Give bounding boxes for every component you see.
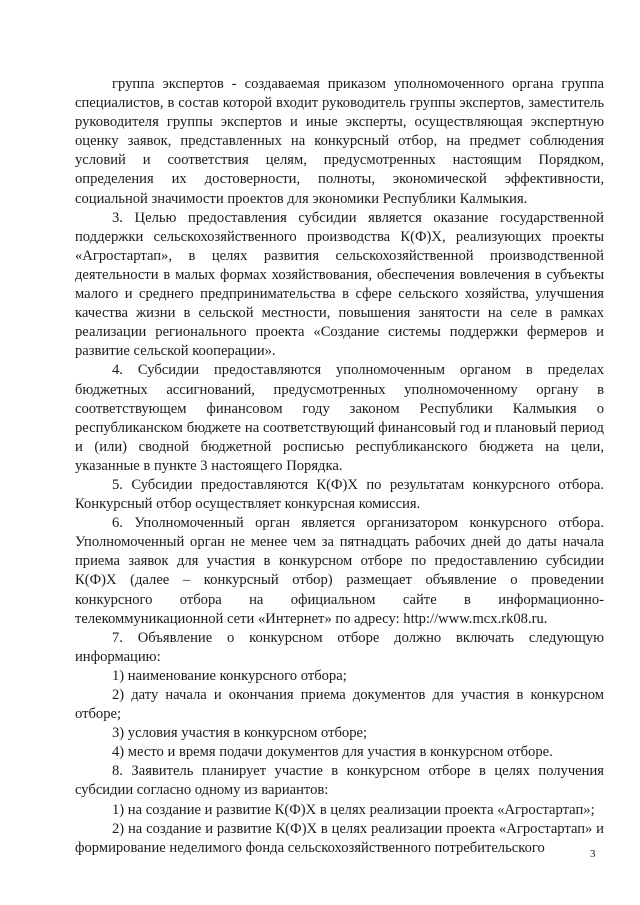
- paragraph-clause-3: 3. Целью предоставления субсидии является оказание государственной поддержки сельскохозяйственного производства К(Ф)Х, реализующих проекты «Агростартап», в целях развития сельскохозяйственной производственной деятельности в малых формах хозяйствования, обеспечения вовлечения в субъекты малого и среднего предпринимательства в сфере сельского хозяйства, улучшения качества жизни в сельской местности, повышения занятости на селе в рамках реализации регионального проекта «Создание системы поддержки фермеров и развитие сельской кооперации».: [75, 209, 604, 360]
- paragraph-clause-7: 7. Объявление о конкурсном отборе должно включать следующую информацию:: [75, 629, 604, 665]
- list-item-7-1: 1) наименование конкурсного отбора;: [112, 667, 347, 684]
- paragraph-clause-8: 8. Заявитель планирует участие в конкурсном отборе в целях получения субсидии согласно одному из вариантов:: [75, 763, 604, 799]
- list-item-8-2: 2) на создание и развитие К(Ф)Х в целях реализации проекта «Агростартап» и формирование неделимого фонда сельскохозяйственного потребительского: [75, 820, 604, 856]
- paragraph-clause-5: 5. Субсидии предоставляются К(Ф)Х по результатам конкурсного отбора. Конкурсный отбор осуществляет конкурсная комиссия.: [75, 476, 604, 513]
- list-item-7-3: 3) условия участия в конкурсном отборе;: [112, 725, 368, 742]
- list-item-8-1: 1) на создание и развитие К(Ф)Х в целях реализации проекта «Агростартап»;: [112, 801, 595, 818]
- paragraph-expert-group: группа экспертов - создаваемая приказом уполномоченного органа группа специалистов, в состав которой входит руководитель группы экспертов, заместитель руководителя группы экспертов и иные эксперты, осуществляющая экспертную оценку заявок, представленных на конкурсный отбор, на предмет соблюдения условий и соответствия целям, предусмотренных настоящим Порядком, определения их достоверности, полноты, экономической эффективности, социальной значимости проектов для экономики Республики Калмыкия.: [75, 76, 604, 207]
- list-item-7-4: 4) место и время подачи документов для участия в конкурсном отборе.: [112, 744, 553, 761]
- list-item-7-2: 2) дату начала и окончания приема документов для участия в конкурсном отборе;: [75, 687, 604, 723]
- paragraph-clause-6: 6. Уполномоченный орган является организатором конкурсного отбора. Уполномоченный орган не менее чем за пятнадцать рабочих дней до даты начала приема заявок для участия в конкурсном отборе по предоставлению субсидии К(Ф)Х (далее – конкурсный отбор) размещает объявление о проведении конкурсного отбора на официальном сайте в информационно-телекоммуникационной сети «Интернет» по адресу: http://www.mcx.rk08.ru.: [75, 515, 604, 627]
- paragraph-clause-4: 4. Субсидии предоставляются уполномоченным органом в пределах бюджетных ассигнований, предусмотренных уполномоченному органу в соответствующем финансовом году законом Республики Калмыкия о республиканском бюджете на соответствующий финансовый год и плановый период и (или) сводной бюджетной росписью республиканского бюджета на цели, указанные в пункте 3 настоящего Порядка.: [75, 362, 604, 474]
- document-body: [75, 75, 604, 858]
- page-number: 3: [590, 848, 596, 860]
